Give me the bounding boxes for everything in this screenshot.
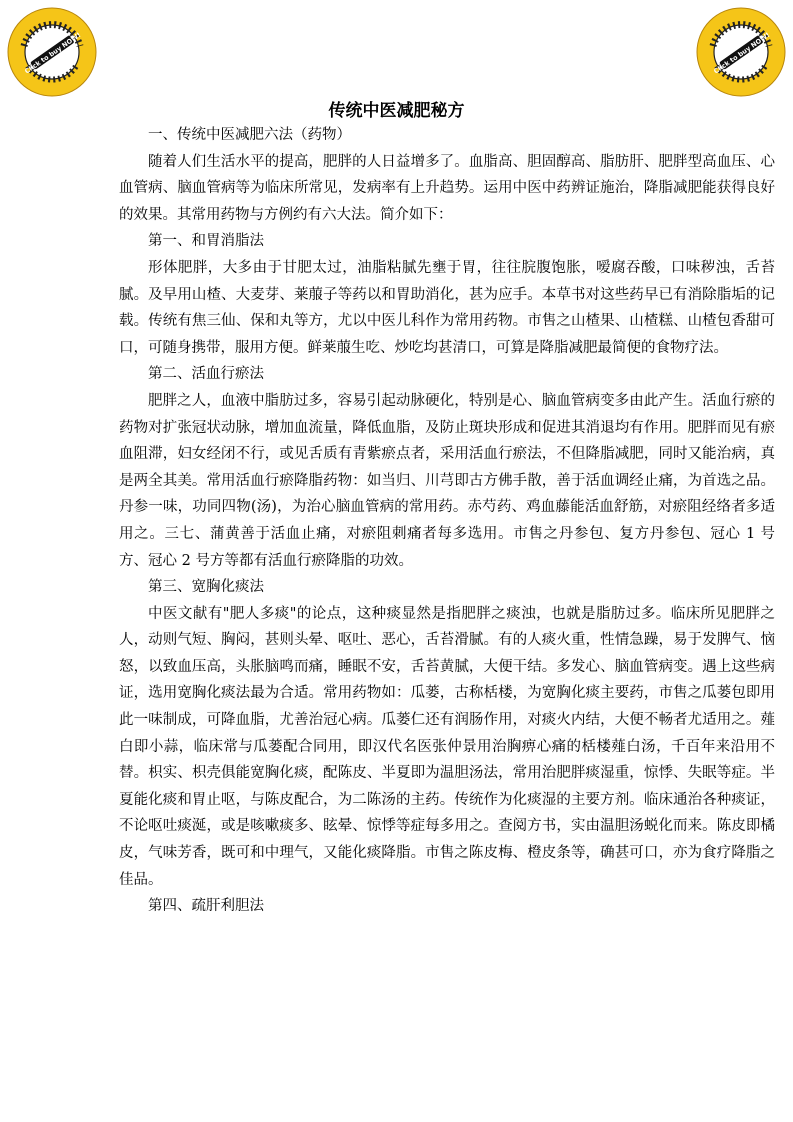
pdf-xchange-buy-badge[interactable] [695,6,787,98]
body-paragraph: 中医文献有"肥人多痰"的论点，这种痰显然是指肥胖之痰浊，也就是脂肪过多。临床所见肥胖之人，动则气短、胸闷，甚则头晕、呕吐、恶心，舌苔滑腻。有的人痰火重，性情急躁，易于发脾气、恼怒，以致血压高，头胀脑鸣而痛，睡眠不安，舌苔黄腻，大便干结。多发心、脑血管病变。遇上这些病证，选用宽胸化痰法最为合适。常用药物如：瓜蒌，古称栝楼，为宽胸化痰主要药，市售之瓜蒌包即用此一味制成，可降血脂，尤善治冠心病。瓜蒌仁还有润肠作用，对痰火内结，大便不畅者尤适用之。薤白即小蒜，临床常与瓜蒌配合同用，即汉代名医张仲景用治胸痹心痛的栝楼薤白汤，千百年来沿用不替。枳实、枳壳俱能宽胸化痰，配陈皮、半夏即为温胆汤法，常用治肥胖痰湿重，惊悸、失眠等症。半夏能化痰和胃止呕，与陈皮配合，为二陈汤的主药。传统作为化痰湿的主要方剂。临床通治各种痰证，不论呕吐痰涎，或是咳嗽痰多、眩晕、惊悸等症每多用之。查阅方书，实由温胆汤蜕化而来。陈皮即橘皮，气味芳香，既可和中理气，又能化痰降脂。市售之陈皮梅、橙皮条等，确甚可口，亦为食疗降脂之佳品。 [119,605,775,888]
body-paragraph: 形体肥胖，大多由于甘肥太过，油脂粘腻先壅于胃，往往脘腹饱胀，嗳腐吞酸，口味秽浊，舌苔腻。及早用山楂、大麦芽、莱菔子等药以和胃助消化，甚为应手。本草书对这些药早已有消除脂垢的记载。传统有焦三仙、保和丸等方，尤以中医儿科作为常用药物。市售之山楂果、山楂糕、山楂包香甜可口，可随身携带，服用方便。鲜莱菔生吃、炒吃均甚清口，可算是降脂减肥最简便的食物疗法。 [119,259,775,356]
body-paragraph: 肥胖之人，血液中脂肪过多，容易引起动脉硬化，特别是心、脑血管病变多由此产生。活血行瘀的药物对扩张冠状动脉，增加血流量，降低血脂，及防止斑块形成和促进其消退均有作用。肥胖而见有瘀血阻滞，妇女经闭不行，或见舌质有青紫瘀点者，采用活血行瘀法，不但降脂减肥，同时又能治病，真是两全其美。常用活血行瘀降脂药物：如当归、川芎即古方佛手散，善于活血调经止痛，为首选之品。丹参一味，功同四物(汤)，为治心脑血管病的常用药。赤芍药、鸡血藤能活血舒筋，对瘀阻经络者多适用之。三七、蒲黄善于活血止痛，对瘀阻刺痛者每多选用。市售之丹参包、复方丹参包、冠心 1 号方、冠心 2 号方等都有活血行瘀降脂的功效。 [119,392,775,569]
svg-text:Click to buy NOW!: Click to buy NOW! [712,30,772,76]
document-body [119,122,775,920]
pdf-xchange-buy-badge[interactable] [6,6,98,98]
svg-text:Click to buy NOW!: Click to buy NOW! [23,30,83,76]
badge-icon [695,6,787,98]
section-heading: 第四、疏肝利胆法 [148,898,264,915]
document-title: 传统中医减肥秘方 [328,101,465,121]
body-paragraph: 随着人们生活水平的提高，肥胖的人日益增多了。血脂高、胆固醇高、脂肪肝、肥胖型高血压、心血管病、脑血管病等为临床所常见，发病率有上升趋势。运用中医中药辨证施治，降脂减肥能获得良好的效果。其常用药物与方例约有六大法。简介如下： [119,153,775,223]
badge-icon [6,6,98,98]
section-heading: 第二、活血行瘀法 [148,366,264,383]
section-heading: 第一、和胃消脂法 [148,233,264,250]
section-heading: 一、传统中医减肥六法（药物） [148,127,351,143]
section-heading: 第三、宽胸化痰法 [148,579,264,596]
